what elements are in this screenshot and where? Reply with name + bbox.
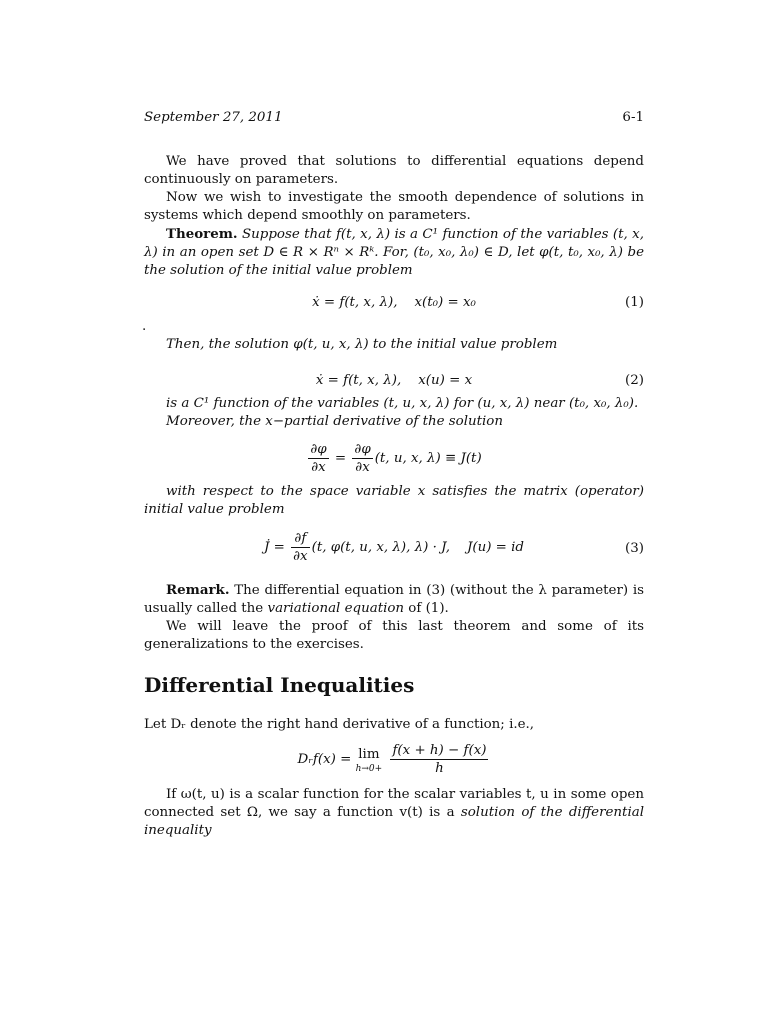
- equation-2: [144, 372, 644, 390]
- section-intro: [144, 716, 644, 734]
- right-derivative-lhs: Dᵣf(x) =: [297, 752, 352, 767]
- limit-operator: lim h→0+: [355, 746, 383, 774]
- theorem-moreover-text: Moreover, the x−partial derivative of the solution: [166, 414, 503, 429]
- theorem-text: Suppose that f(t, x, λ) is a C¹ function of the variables (t, x, λ) in an open set D ∈ R × Rⁿ × Rᵏ. For, (t₀, x₀, λ₀) ∈ D, let φ(t, t₀, x₀, λ) be the solution of the initial value problem: [144, 227, 644, 278]
- theorem-statement: [144, 225, 644, 280]
- equals-sign: =: [334, 451, 347, 466]
- theorem-continuation: [166, 395, 644, 431]
- equation-1-body: ẋ = f(t, x, λ), x(t₀) = x₀: [312, 295, 476, 310]
- with-respect-text: with respect to the space variable x satisfies the matrix (operator) initial value problem: [144, 484, 644, 517]
- theorem-matrix-ivp: [144, 483, 644, 519]
- section-paragraph-2: If ω(t, u) is a scalar function for the scalar variables t, u in some open connected set Ω, we say a function v(t) is a solution of the differential inequality: [144, 787, 644, 838]
- theorem-then: [144, 336, 644, 354]
- intro-paragraph-1: We have proved that solutions to differential equations depend continuously on parameters.: [144, 154, 644, 187]
- dphi-dx-fraction-1: $\frac{\partial\varphi}{\partial x}$: [310, 442, 327, 475]
- equation-2-number: (2): [625, 373, 644, 388]
- dphi-dx-fraction-2: $\frac{\partial\varphi}{\partial x}$: [354, 442, 371, 475]
- differential-inequality-term: solution of the differential inequality: [144, 805, 644, 838]
- equation-2-body: ẋ = f(t, x, λ), x(u) = x: [315, 373, 473, 388]
- intro-paragraph-2: Now we wish to investigate the smooth dependence of solutions in systems which depend smoothly on parameters.: [144, 190, 644, 223]
- remark-paragraph: Remark. The differential equation in (3) (without the λ parameter) is usually called the variational equation of (1).: [144, 582, 644, 616]
- remark-block: [144, 581, 644, 654]
- theorem-label: Theorem.: [166, 226, 238, 242]
- equation-3-lhs: J̇ =: [263, 540, 285, 555]
- remark-paragraph-2: We will leave the proof of this last theorem and some of its generalizations to the exercises.: [144, 619, 644, 652]
- section-paragraph-1: Let Dᵣ denote the right hand derivative of a function; i.e.,: [144, 717, 535, 732]
- jacobian-tail: (t, u, x, λ) ≡ J(t): [374, 451, 482, 466]
- equation-3-number: (3): [625, 541, 644, 556]
- theorem-then-text: Then, the solution φ(t, u, x, λ) to the initial value problem: [166, 337, 558, 352]
- variational-equation-term: variational equation: [267, 601, 405, 616]
- section-closing: [144, 786, 644, 840]
- header-date: September 27, 2011: [144, 110, 283, 125]
- stray-period: .: [142, 319, 147, 334]
- theorem-c1-text: is a C¹ function of the variables (t, u, x, λ) for (u, x, λ) near (t₀, x₀, λ₀).: [166, 396, 639, 411]
- page-number: 6-1: [622, 110, 644, 125]
- equation-1-number: (1): [625, 295, 644, 310]
- equation-3: [144, 530, 644, 565]
- running-header: [144, 109, 644, 127]
- df-dx-fraction: $\frac{\partial f}{\partial x}$: [293, 531, 308, 564]
- remark-label: Remark.: [166, 582, 230, 598]
- equation-right-derivative: [144, 742, 644, 777]
- paper-page: [144, 0, 644, 1024]
- difference-quotient: $\frac{f(x + h) - f(x)}{h}$: [392, 743, 487, 776]
- equation-3-tail: (t, φ(t, u, x, λ), λ) · J, J(u) = id: [311, 540, 525, 555]
- intro-block: [144, 153, 644, 280]
- equation-1: [144, 294, 644, 312]
- section-title: Differential Inequalities: [144, 673, 415, 697]
- equation-jacobian: [144, 441, 644, 476]
